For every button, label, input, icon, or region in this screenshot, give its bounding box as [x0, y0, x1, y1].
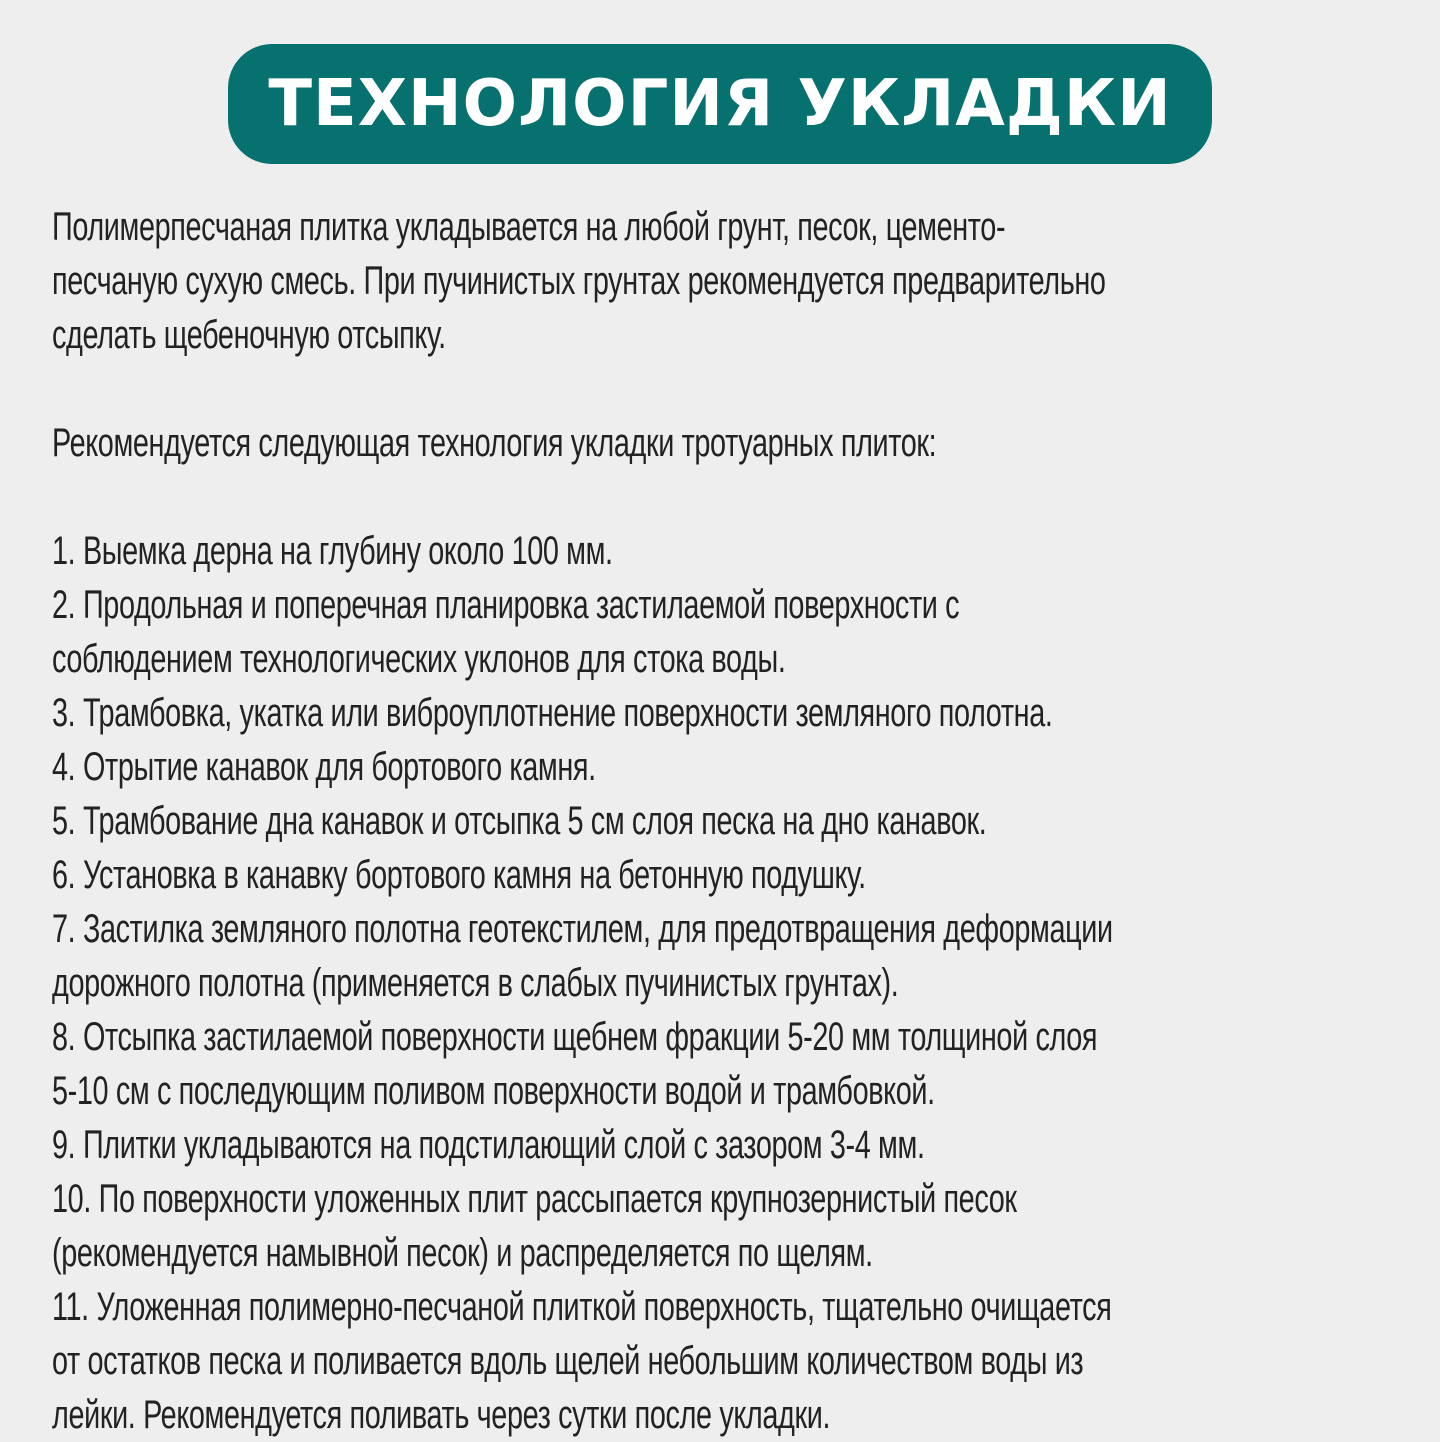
title-banner	[228, 44, 1212, 164]
step-line: 11. Уложенная полимерно-песчаной плиткой поверхность, тщательно очищается	[52, 1285, 1112, 1329]
step-line: (рекомендуется намывной песок) и распределяется по щелям.	[52, 1231, 873, 1275]
paragraph-spacer	[52, 362, 1412, 416]
step-line: 1. Выемка дерна на глубину около 100 мм.	[52, 529, 613, 573]
step-line: соблюдением технологических уклонов для стока воды.	[52, 637, 786, 681]
intro-line: Полимерпесчаная плитка укладывается на любой грунт, песок, цементо-	[52, 205, 1006, 249]
step-line: 9. Плитки укладываются на подстилающий слой с зазором 3-4 мм.	[52, 1123, 925, 1167]
page-title: ТЕХНОЛОГИЯ УКЛАДКИ	[268, 67, 1172, 141]
paragraph-spacer	[52, 470, 1412, 524]
document-body	[52, 200, 1412, 1442]
step-line: 10. По поверхности уложенных плит рассыпается крупнозернистый песок	[52, 1177, 1017, 1221]
step-line: 6. Установка в канавку бортового камня на бетонную подушку.	[52, 853, 866, 897]
intro-line: песчаную сухую смесь. При пучинистых грунтах рекомендуется предварительно	[52, 259, 1106, 303]
step-line: 3. Трамбовка, укатка или виброуплотнение поверхности земляного полотна.	[52, 691, 1053, 735]
step-line: от остатков песка и поливается вдоль щелей небольшим количеством воды из	[52, 1339, 1084, 1383]
intro-line: сделать щебеночную отсыпку.	[52, 313, 446, 357]
step-line: дорожного полотна (применяется в слабых пучинистых грунтах).	[52, 961, 899, 1005]
section-subtitle: Рекомендуется следующая технология укладки тротуарных плиток:	[52, 421, 937, 465]
step-line: 5-10 см с последующим поливом поверхности водой и трамбовкой.	[52, 1069, 935, 1113]
step-line: 5. Трамбование дна канавок и отсыпка 5 см слоя песка на дно канавок.	[52, 799, 987, 843]
step-line: 8. Отсыпка застилаемой поверхности щебнем фракции 5-20 мм толщиной слоя	[52, 1015, 1098, 1059]
step-line: 4. Отрытие канавок для бортового камня.	[52, 745, 596, 789]
step-line: лейки. Рекомендуется поливать через сутки после укладки.	[52, 1393, 831, 1437]
step-line: 7. Застилка земляного полотна геотекстилем, для предотвращения деформации	[52, 907, 1113, 951]
step-line: 2. Продольная и поперечная планировка застилаемой поверхности с	[52, 583, 960, 627]
